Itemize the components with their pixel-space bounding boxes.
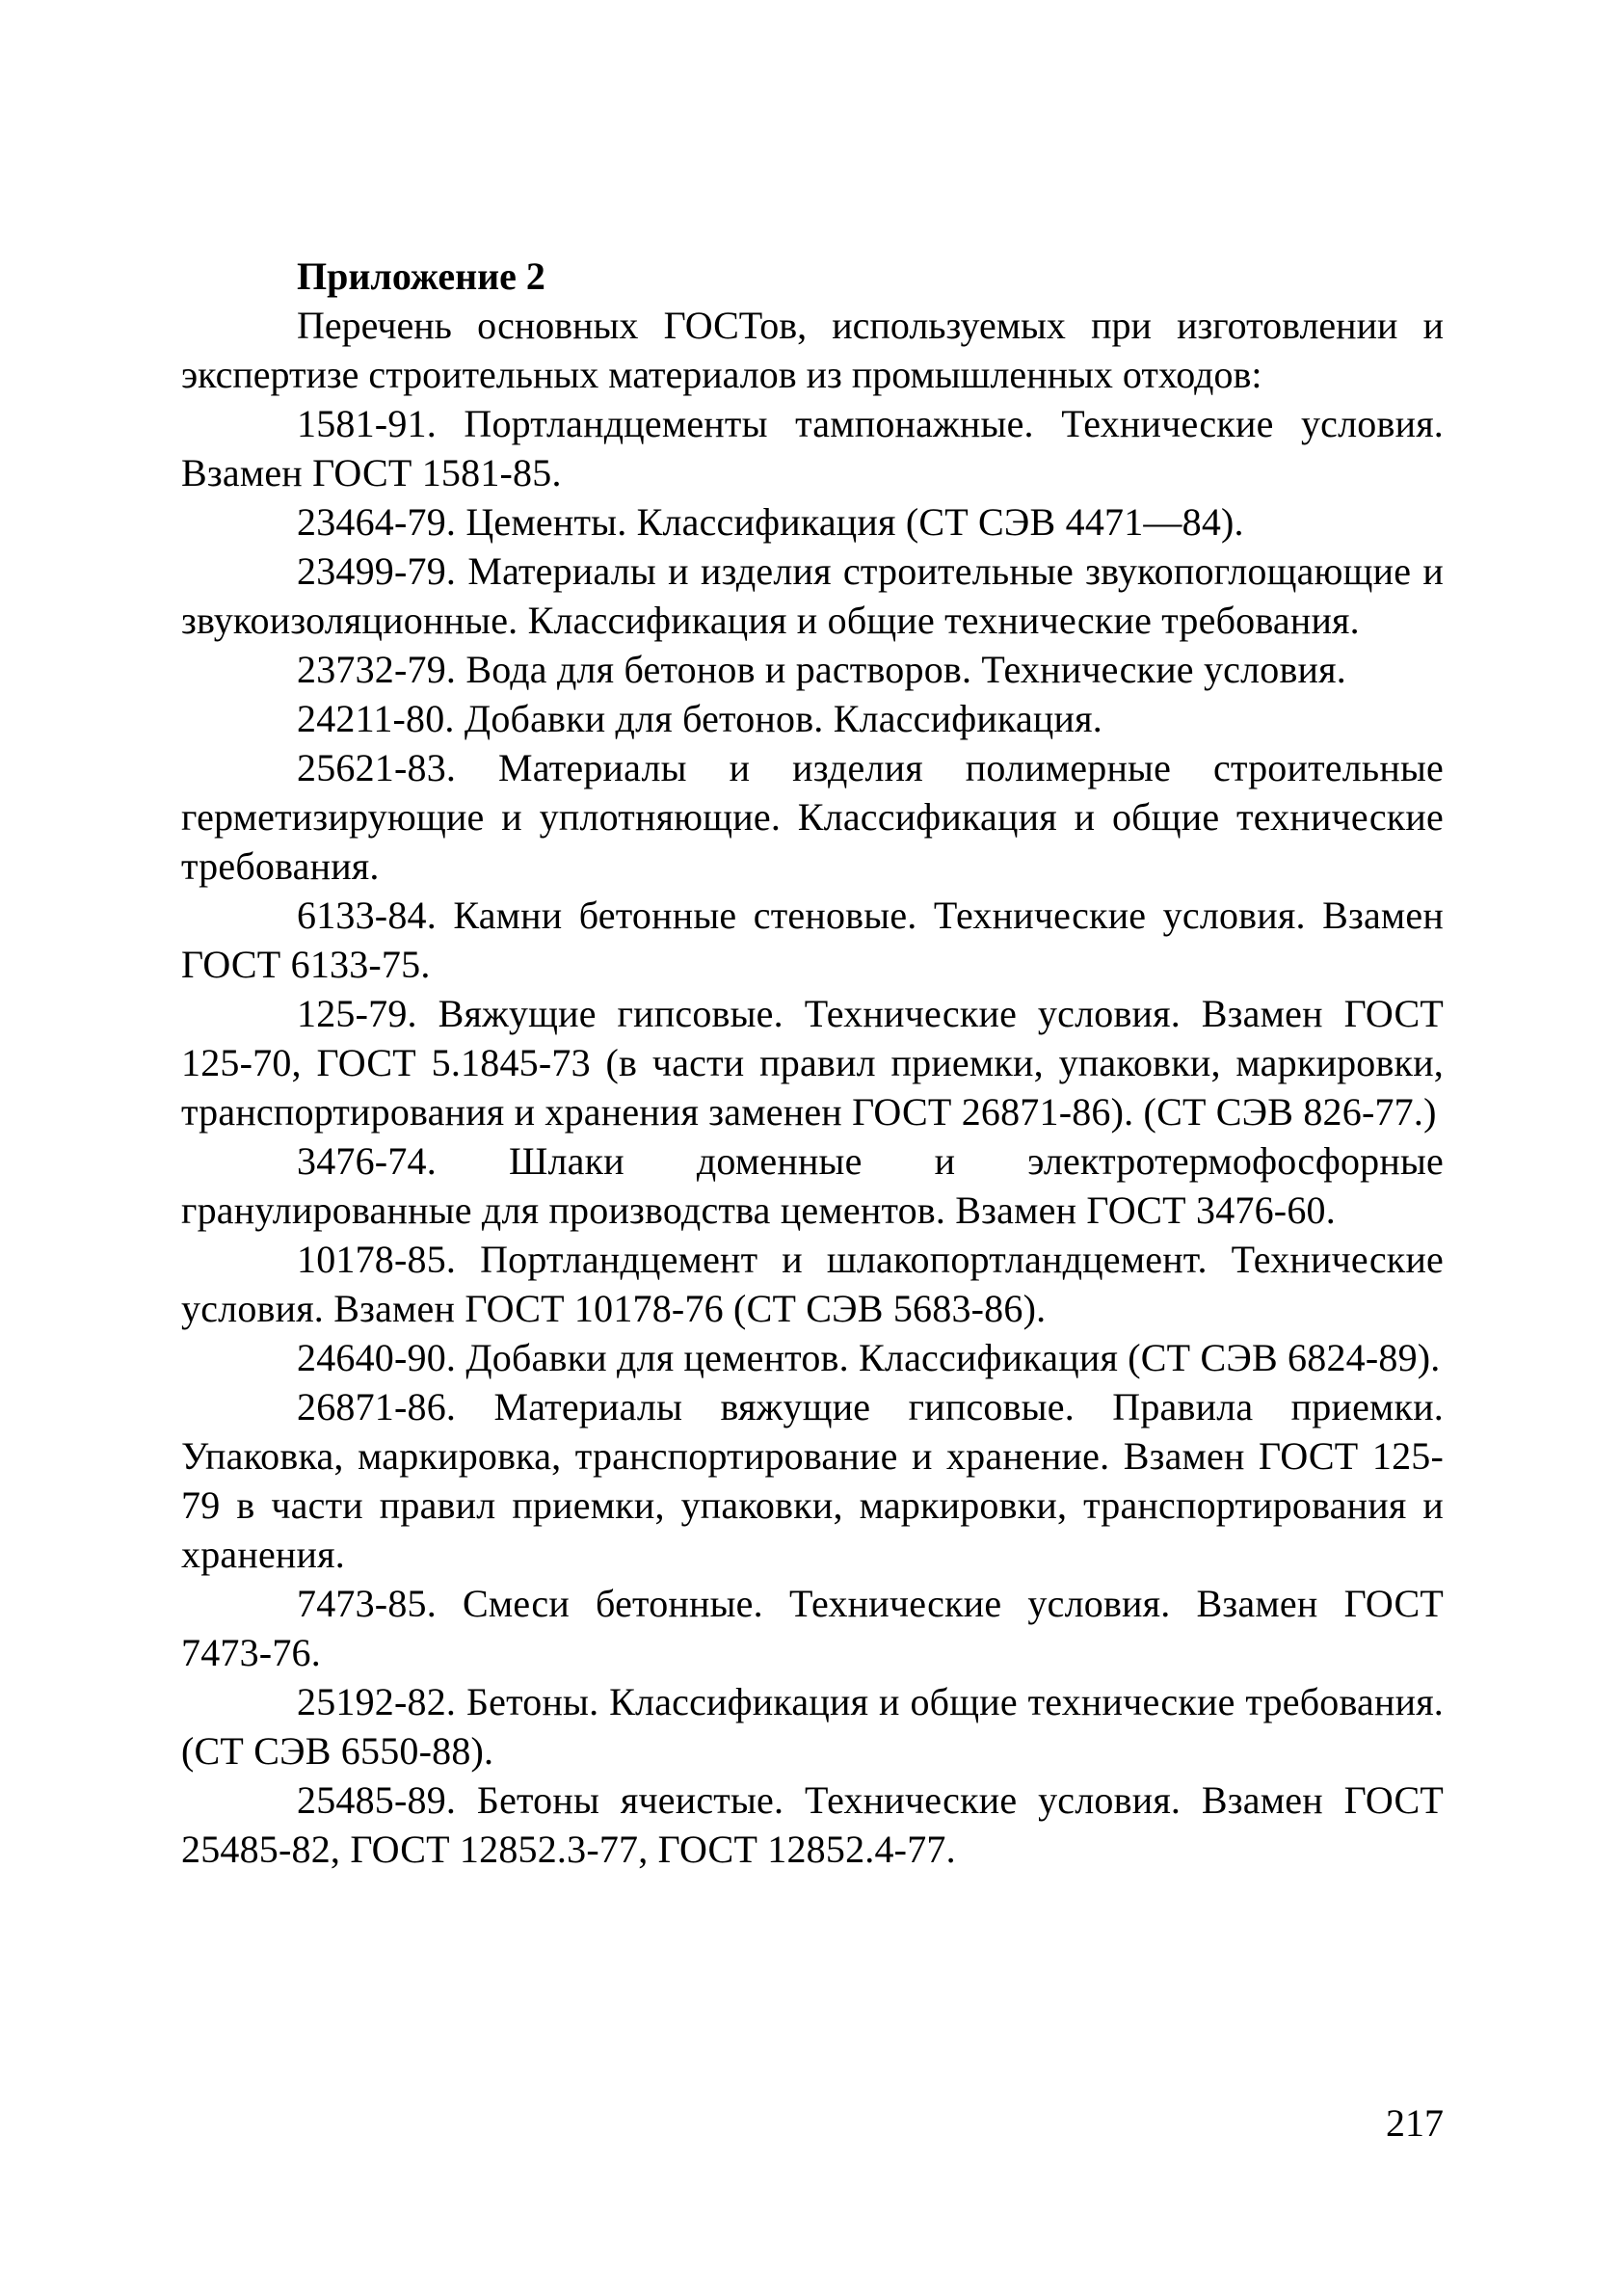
gost-entry [181,1775,1444,1874]
gost-entry [181,497,1444,547]
gost-description: Портландцементы тампонажные. Технические условия. Взамен ГОСТ 1581-85. [181,402,1444,494]
gost-description: Добавки для цементов. Классификация (СТ СЭВ 6824-89). [456,1336,1441,1379]
gost-description: Вяжущие гипсовые. Технические условия. Взамен ГОСТ 125-70, ГОСТ 5.1845-73 (в части правил приемки, упаковки, маркировки, транспортирования и хранения заменен ГОСТ 26871-86). (СТ СЭВ 826-77.) [181,992,1444,1134]
gost-description: Материалы и изделия полимерные строительные герметизирующие и уплотняющие. Классификация и общие технические требования. [181,746,1444,888]
appendix-title: Приложение 2 [297,254,545,298]
gost-description: Портландцемент и шлакопортландцемент. Технические условия. Взамен ГОСТ 10178-76 (СТ СЭВ 5683-86). [181,1238,1444,1330]
page-number: 217 [1386,2101,1444,2145]
gost-number: 125-79. [297,992,417,1035]
gost-entry [181,1579,1444,1677]
gost-entry [181,989,1444,1136]
gost-number: 25621-83. [297,746,457,789]
gost-entry [181,1235,1444,1333]
gost-description: Камни бетонные стеновые. Технические условия. Взамен ГОСТ 6133-75. [181,894,1444,986]
gost-entry [181,1677,1444,1775]
gost-entry [181,1382,1444,1579]
gost-number: 6133-84. [297,894,437,937]
gost-number: 3476-74. [297,1139,437,1183]
gost-description: Вода для бетонов и растворов. Технические условия. [456,648,1346,691]
gost-entry [181,694,1444,743]
gost-description: Бетоны ячеистые. Технические условия. Взамен ГОСТ 25485-82, ГОСТ 12852.3-77, ГОСТ 12852.4-77. [181,1778,1444,1871]
gost-entry [181,645,1444,694]
gost-number: 24211-80. [297,697,455,740]
gost-number: 23464-79. [297,500,457,544]
gost-description: Цементы. Классификация (СТ СЭВ 4471—84). [456,500,1244,544]
gost-number: 25192-82. [297,1680,457,1723]
gost-entry [181,891,1444,989]
gost-description: Материалы и изделия строительные звукопоглощающие и звукоизоляционные. Классификация и общие технические требования. [181,549,1444,642]
gost-entry [181,743,1444,891]
gost-description: Смеси бетонные. Технические условия. Взамен ГОСТ 7473-76. [181,1582,1444,1674]
gost-number: 1581-91. [297,402,437,445]
gost-number: 10178-85. [297,1238,457,1281]
gost-number: 23499-79. [297,549,457,593]
gost-number: 24640-90. [297,1336,457,1379]
gost-number: 7473-85. [297,1582,437,1625]
gost-description: Добавки для бетонов. Классификация. [454,697,1102,740]
gost-entry [181,1136,1444,1235]
gost-number: 26871-86. [297,1385,457,1428]
appendix-intro: Перечень основных ГОСТов, используемых при изготовлении и экспертизе строительных материалов из промышленных отходов: [181,304,1444,396]
gost-description: Материалы вяжущие гипсовые. Правила приемки. Упаковка, маркировка, транспортирование и хранение. Взамен ГОСТ 125-79 в части правил приемки, упаковки, маркировки, транспортирования и хранения. [181,1385,1444,1576]
gost-entry [181,1333,1444,1382]
gost-entry [181,547,1444,645]
document-page [181,253,1444,2084]
gost-number: 23732-79. [297,648,457,691]
gost-entry [181,399,1444,497]
gost-description: Шлаки доменные и электротермофосфорные гранулированные для производства цементов. Взамен ГОСТ 3476-60. [181,1139,1444,1232]
gost-description: Бетоны. Классификация и общие технические требования. (СТ СЭВ 6550-88). [181,1680,1444,1773]
gost-number: 25485-89. [297,1778,457,1822]
